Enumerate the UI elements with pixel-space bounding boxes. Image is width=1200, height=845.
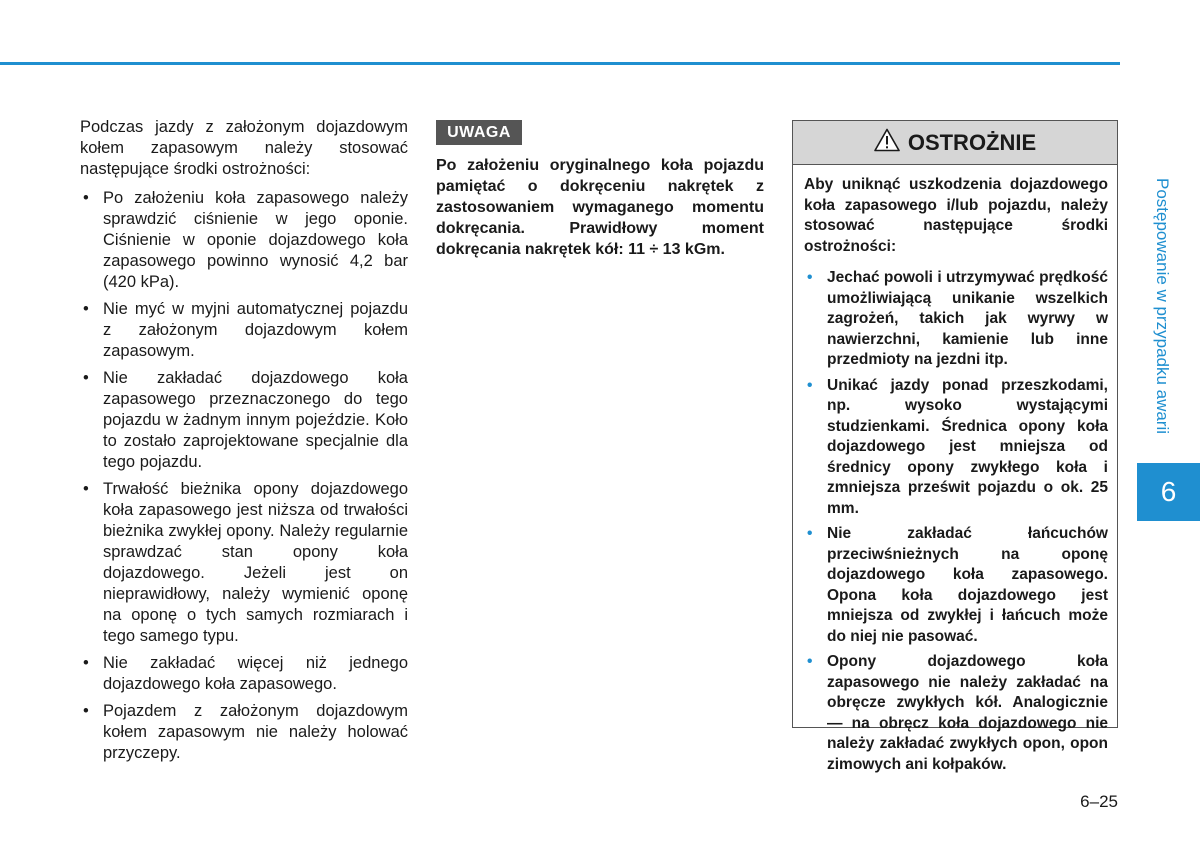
list-item-text: Po założeniu koła zapasowego należy sprawdzić ciśnienie w jego oponie. Ciśnienie w oponie dojazdowego koła zapasowego powinno wynosić 4,2 bar (420 kPa). [103, 189, 408, 291]
bullet-icon: • [83, 369, 89, 387]
notice-label: UWAGA [436, 120, 522, 145]
bullet-icon: • [807, 269, 813, 286]
caution-bullet-list [804, 268, 1108, 775]
caution-title: OSTROŻNIE [907, 129, 1037, 155]
list-item-text: Nie myć w myjni automatycznej pojazdu z założonym dojazdowym kołem zapasowym. [103, 300, 408, 360]
list-item-text: Nie zakładać dojazdowego koła zapasowego przeznaczonego do tego pojazdu w żadnym innym pojeździe. Koło to zostało zaprojektowane specjalnie dla tego pojazdu. [103, 369, 408, 471]
notice-text: Po założeniu oryginalnego koła pojazdu pamiętać o dokręceniu nakrętek z zastosowaniem wymaganego momentu dokręcania. Prawidłowy moment dokręcania nakrętek kół: 11 ÷ 13 kGm. [436, 157, 764, 258]
list-item-text: Trwałość bieżnika opony dojazdowego koła zapasowego jest niższa od trwałości bieżnika zwykłej opony. Należy regularnie sprawdzać stan opony koła dojazdowego. Jeżeli jest on nieprawidłowy, należy wymienić oponę na oponę o tych samych rozmiarach i tego samego typu. [103, 480, 408, 645]
bullet-icon: • [807, 376, 813, 394]
caution-box [792, 120, 1118, 773]
caution-header [793, 121, 1117, 165]
top-rule [0, 62, 1120, 65]
list-item-text: Unikać jazdy ponad przeszkodami, np. wysoko wystającymi studzienkami. Średnica opony koła dojazdowego jest mniejsza od średnicy opony zwykłego koła i zmniejsza prześwit pojazdu o ok. 25 mm. [827, 376, 1108, 517]
caution-intro: Aby uniknąć uszkodzenia dojazdowego koła zapasowego i/lub pojazdu, należy stosować następujące środki ostrożności: [804, 176, 1108, 255]
list-item [804, 268, 1108, 371]
list-item [80, 479, 408, 647]
list-item [80, 368, 408, 473]
list-item-text: Nie zakładać więcej niż jednego dojazdowego koła zapasowego. [103, 654, 408, 693]
chapter-number-tab: 6 [1137, 463, 1200, 521]
list-item [80, 701, 408, 764]
left-bullet-list [80, 188, 408, 764]
bullet-icon: • [83, 480, 89, 498]
bullet-icon: • [83, 702, 89, 720]
warning-triangle-icon [874, 128, 900, 157]
list-item-text: Nie zakładać łańcuchów przeciwśnieżnych na oponę dojazdowego koła zapasowego. Opona koła dojazdowego jest mniejsza od zwykłej i łańcuch może do niej nie pasować. [827, 525, 1108, 645]
list-item [804, 524, 1108, 647]
caution-body [793, 165, 1117, 775]
bullet-icon: • [807, 653, 813, 670]
bullet-icon: • [83, 654, 89, 672]
list-item-text: Jechać powoli i utrzymywać prędkość umożliwiającą unikanie wszelkich zagrożeń, takich jak wyrwy w nawierzchni, kamienie lub inne przedmioty na jezdni itp. [827, 269, 1108, 368]
bullet-icon: • [83, 189, 89, 207]
chapter-side-label: Postępowanie w przypadku awarii [1153, 178, 1172, 435]
left-column [80, 117, 408, 770]
page-number: 6–25 [1080, 792, 1118, 811]
bullet-icon: • [83, 300, 89, 318]
left-intro: Podczas jazdy z założonym dojazdowym kołem zapasowym należy stosować następujące środki ostrożności: [80, 118, 408, 178]
list-item-text: Pojazdem z założonym dojazdowym kołem zapasowym nie należy holować przyczepy. [103, 702, 408, 762]
list-item [80, 299, 408, 362]
list-item-text: Opony dojazdowego koła zapasowego nie należy zakładać na obręcze zwykłych kół. Analogicznie — na obręcz koła dojazdowego nie należy zakładać zwykłych opon, opon zimowych ani kołpaków. [827, 653, 1108, 773]
bullet-icon: • [807, 525, 813, 542]
list-item [804, 652, 1108, 775]
list-item [80, 188, 408, 293]
list-item [804, 376, 1108, 520]
list-item [80, 653, 408, 695]
